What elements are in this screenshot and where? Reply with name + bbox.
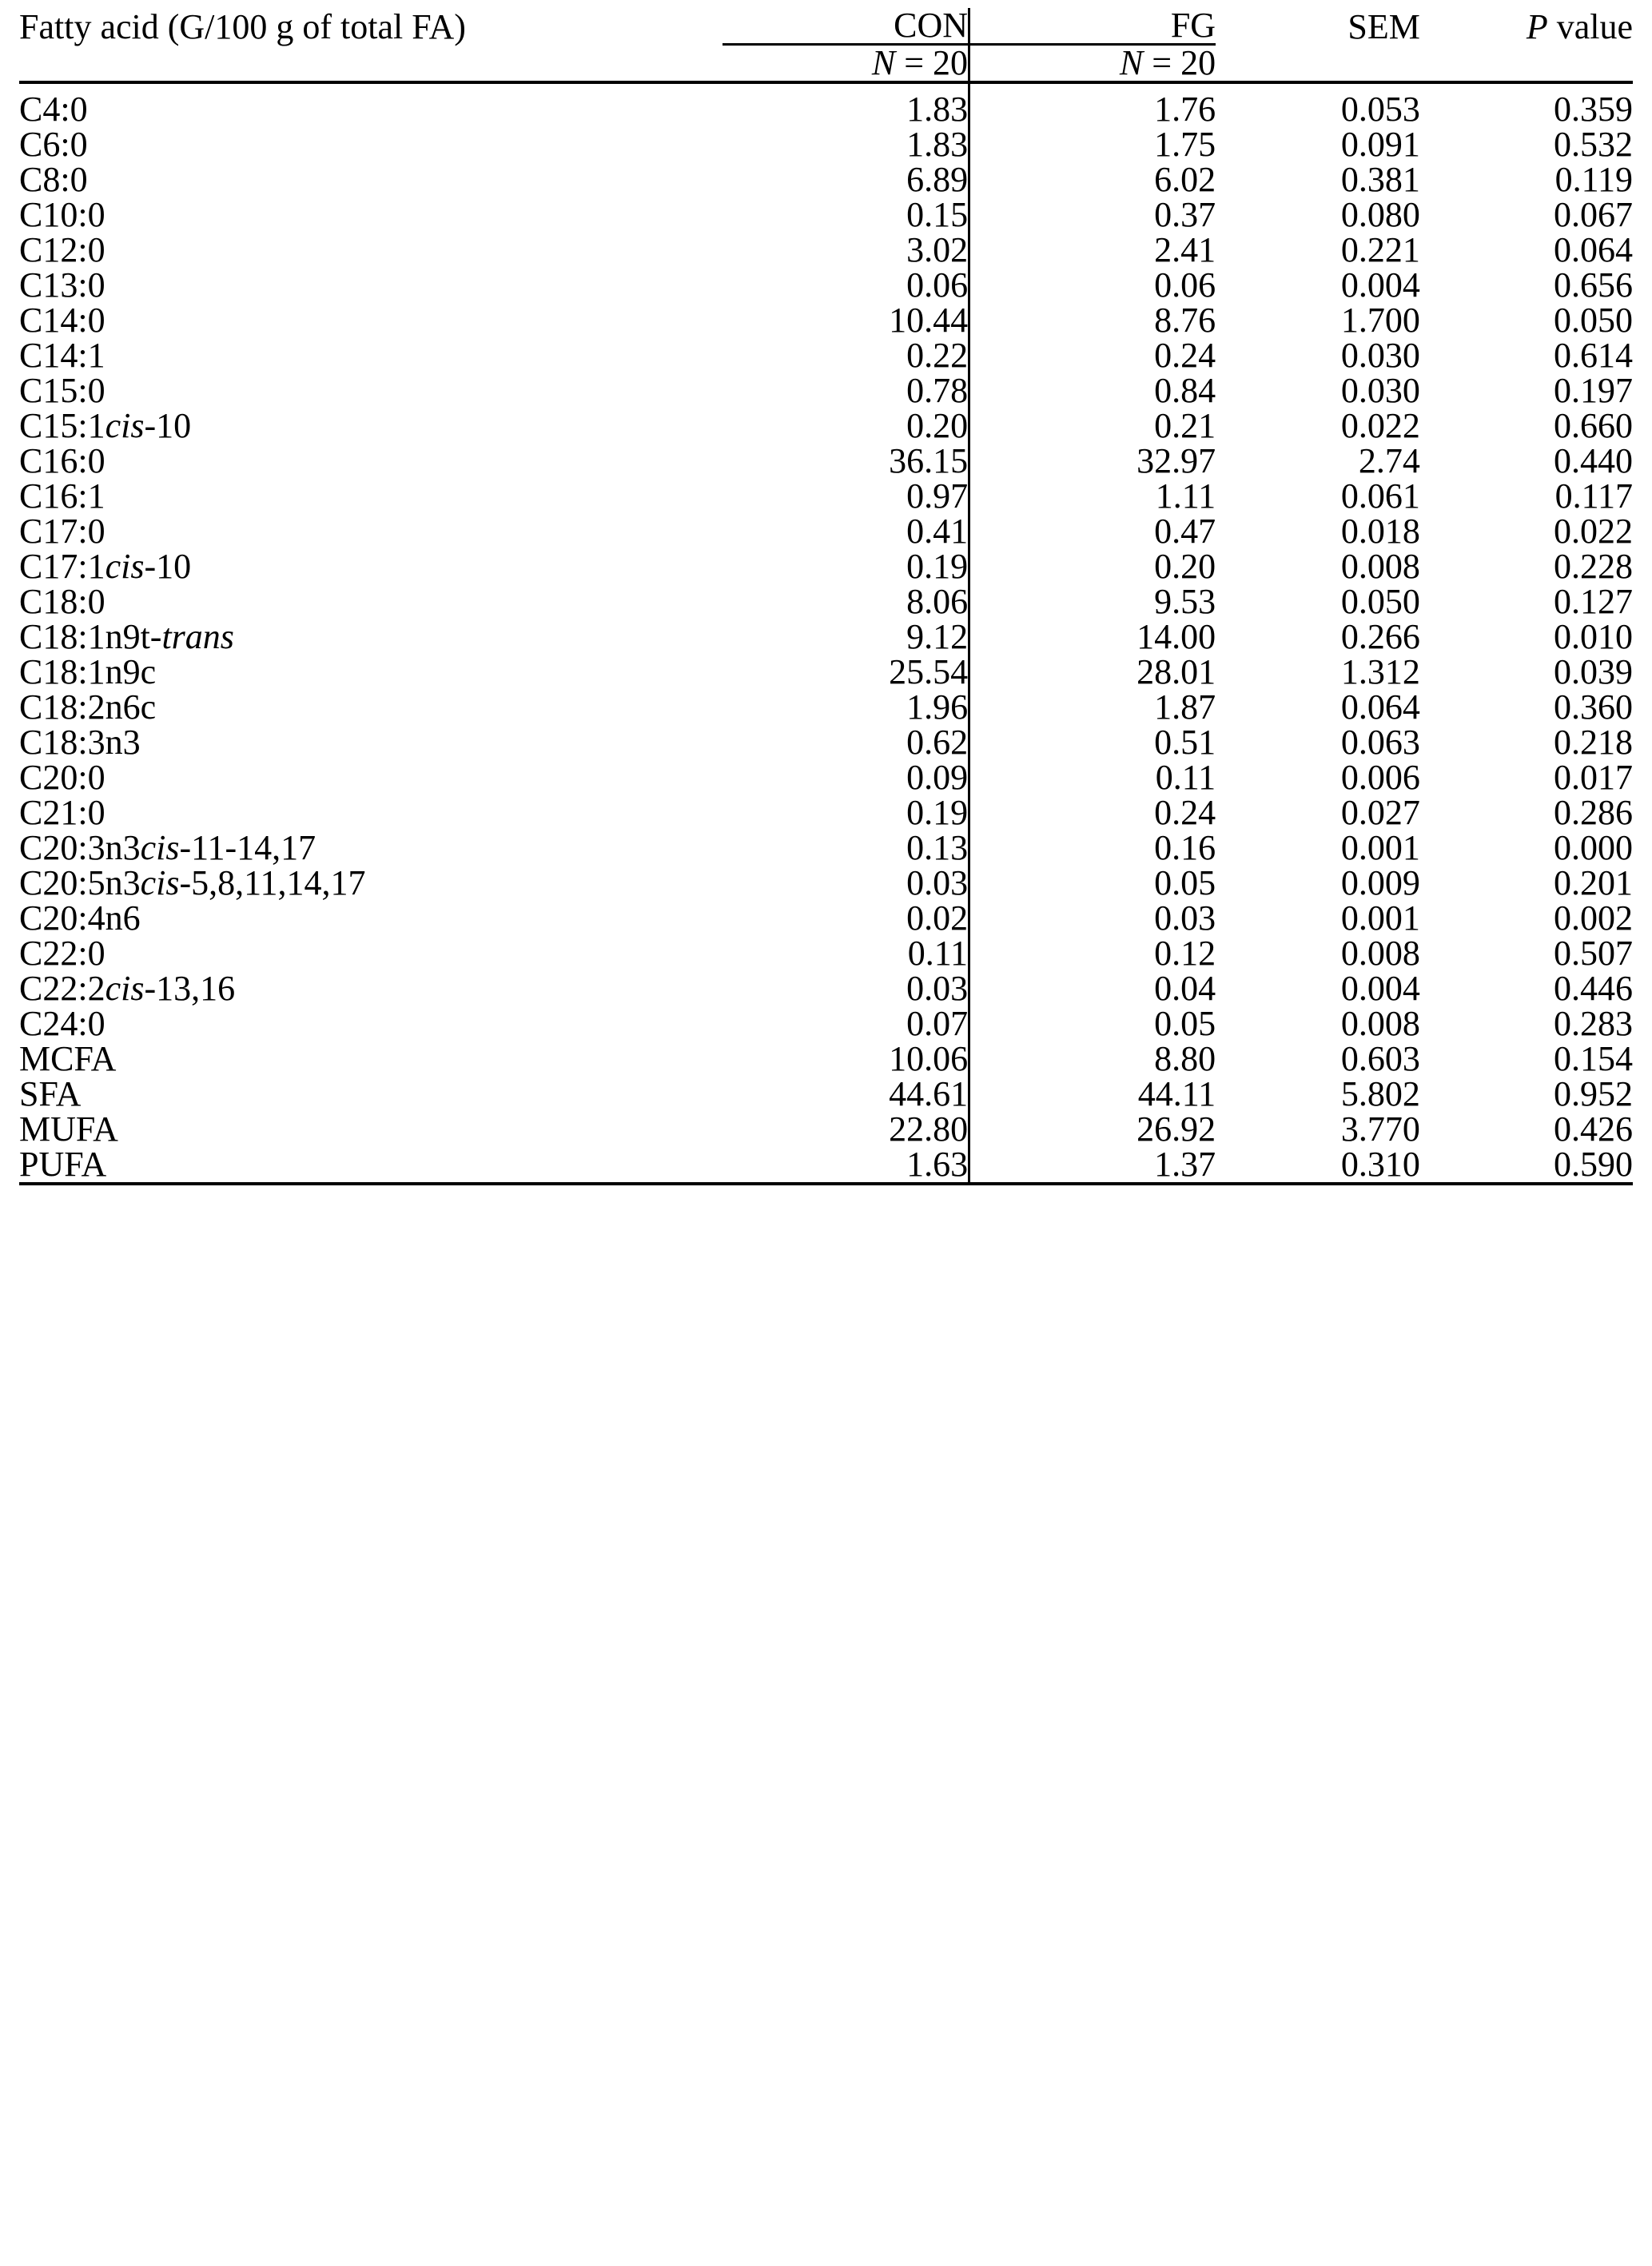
row-label: MUFA: [19, 1109, 118, 1149]
row-label: C10:0: [19, 195, 105, 234]
cell-con: 1.83: [906, 90, 969, 129]
cell-sem: 0.004: [1340, 969, 1420, 1008]
row-label-suffix: -5,8,11,14,17: [179, 863, 366, 902]
cell-fg: 32.97: [969, 444, 1216, 479]
row-label-italic: trans: [161, 617, 234, 656]
row-label-italic: cis: [105, 969, 145, 1008]
cell-p-value: 0.440: [1554, 441, 1633, 480]
cell-p-value: 0.228: [1554, 547, 1633, 586]
row-label-italic: cis: [105, 406, 145, 445]
row-label: SFA: [19, 1074, 82, 1113]
row-label: C18:3n3: [19, 723, 141, 762]
cell-sem: 0.603: [1340, 1039, 1420, 1078]
cell-sem: 1.312: [1340, 652, 1420, 691]
cell-fg: 0.47: [969, 514, 1216, 549]
cell-sem: 0.091: [1340, 125, 1420, 164]
row-label: C21:0: [19, 793, 105, 832]
cell-sem: 0.006: [1340, 758, 1420, 797]
cell-fg: 9.53: [969, 584, 1216, 619]
cell-fg: 8.76: [969, 303, 1216, 338]
cell-sem: 0.063: [1340, 723, 1420, 762]
row-label: C8:0: [19, 160, 88, 199]
table-row: [19, 830, 1633, 866]
cell-p-value: 0.002: [1554, 898, 1633, 938]
cell-con: 0.22: [906, 336, 969, 375]
table-row: [19, 479, 1633, 514]
cell-sem: 0.381: [1340, 160, 1420, 199]
cell-con: 9.12: [906, 617, 969, 656]
table-row: [19, 690, 1633, 725]
cell-sem: 0.008: [1340, 934, 1420, 973]
row-label: [19, 408, 723, 444]
cell-fg: 0.11: [969, 760, 1216, 795]
cell-sem: 0.030: [1340, 336, 1420, 375]
cell-con: 6.89: [906, 160, 969, 199]
table-row: [19, 584, 1633, 619]
cell-p-value: 0.154: [1554, 1039, 1633, 1078]
cell-con: 0.97: [906, 476, 969, 516]
row-label-prefix: C18:1n9t-: [19, 617, 162, 656]
table-row: [19, 760, 1633, 795]
table-row: [19, 795, 1633, 830]
cell-p-value: 0.656: [1554, 265, 1633, 305]
row-label: C14:1: [19, 336, 105, 375]
row-label: C15:0: [19, 371, 105, 410]
fatty-acid-table: [19, 8, 1633, 1185]
cell-sem: 0.221: [1340, 230, 1420, 269]
cell-p-value: 0.064: [1554, 230, 1633, 269]
cell-sem: 0.009: [1340, 863, 1420, 902]
cell-p-value: 0.127: [1554, 582, 1633, 621]
row-label: C20:0: [19, 758, 105, 797]
cell-sem: 1.700: [1340, 301, 1420, 340]
cell-con: 0.11: [907, 934, 969, 973]
cell-fg: 0.20: [969, 549, 1216, 584]
cell-con: 10.44: [889, 301, 969, 340]
cell-fg: 1.87: [969, 690, 1216, 725]
cell-fg: 28.01: [969, 655, 1216, 690]
con-n-italic: N: [871, 43, 896, 82]
cell-sem: 0.022: [1340, 406, 1420, 445]
row-label: [19, 971, 723, 1006]
row-label: C12:0: [19, 230, 105, 269]
cell-fg: 0.24: [969, 795, 1216, 830]
cell-fg: 0.04: [969, 971, 1216, 1006]
column-header-fatty-acid: Fatty acid (G/100 g of total FA): [19, 6, 466, 46]
cell-p-value: 0.359: [1554, 90, 1633, 129]
row-label-suffix: -11-14,17: [179, 828, 316, 867]
row-label: MCFA: [19, 1039, 117, 1078]
cell-sem: 0.008: [1340, 547, 1420, 586]
row-label: C13:0: [19, 265, 105, 305]
cell-p-value: 0.000: [1554, 828, 1633, 867]
cell-p-value: 0.426: [1554, 1109, 1633, 1149]
table-row: [19, 408, 1633, 444]
row-label: [19, 619, 723, 655]
cell-fg: 14.00: [969, 619, 1216, 655]
row-label: C16:1: [19, 476, 105, 516]
row-label-prefix: C17:1: [19, 547, 105, 586]
cell-sem: 0.266: [1340, 617, 1420, 656]
cell-p-value: 0.660: [1554, 406, 1633, 445]
table-row: [19, 268, 1633, 303]
cell-con: 36.15: [889, 441, 969, 480]
row-label: C16:0: [19, 441, 105, 480]
subheader-blank: [19, 45, 723, 83]
cell-con: 0.41: [906, 512, 969, 551]
cell-fg: 0.05: [969, 1006, 1216, 1041]
cell-fg: 1.37: [969, 1147, 1216, 1184]
cell-p-value: 0.022: [1554, 512, 1633, 551]
cell-sem: 0.008: [1340, 1004, 1420, 1043]
cell-fg: 0.06: [969, 268, 1216, 303]
table-row: [19, 655, 1633, 690]
subheader-fg-n: [969, 45, 1216, 83]
row-label-prefix: C22:2: [19, 969, 105, 1008]
row-label-prefix: C20:3n3: [19, 828, 141, 867]
column-header-p-value: [1420, 8, 1633, 45]
row-label: C24:0: [19, 1004, 105, 1043]
cell-con: 8.06: [906, 582, 969, 621]
table-row: [19, 162, 1633, 197]
table-row: [19, 1041, 1633, 1077]
row-label-suffix: -10: [144, 547, 192, 586]
table-row: [19, 303, 1633, 338]
row-label: C22:0: [19, 934, 105, 973]
cell-sem: 0.310: [1340, 1145, 1420, 1184]
header-row-primary: [19, 8, 1633, 45]
cell-sem: 5.802: [1340, 1074, 1420, 1113]
cell-fg: 6.02: [969, 162, 1216, 197]
cell-p-value: 0.201: [1554, 863, 1633, 902]
cell-p-value: 0.446: [1554, 969, 1633, 1008]
row-label: C14:0: [19, 301, 105, 340]
cell-fg: 0.51: [969, 725, 1216, 760]
cell-fg: 1.75: [969, 127, 1216, 162]
cell-p-value: 0.010: [1554, 617, 1633, 656]
table-row: [19, 92, 1633, 127]
cell-fg: 0.37: [969, 197, 1216, 233]
cell-con: 3.02: [906, 230, 969, 269]
cell-p-value: 0.532: [1554, 125, 1633, 164]
cell-p-value: 0.507: [1554, 934, 1633, 973]
cell-sem: 0.080: [1340, 195, 1420, 234]
cell-sem: 0.001: [1340, 898, 1420, 938]
table-row: [19, 338, 1633, 373]
table-row: [19, 444, 1633, 479]
cell-sem: 0.018: [1340, 512, 1420, 551]
row-label-suffix: -10: [144, 406, 192, 445]
cell-con: 0.06: [906, 265, 969, 305]
cell-fg: 0.16: [969, 830, 1216, 866]
row-label-italic: cis: [140, 828, 180, 867]
column-header-con: CON: [723, 8, 969, 45]
cell-fg: 26.92: [969, 1112, 1216, 1147]
cell-sem: 0.053: [1340, 90, 1420, 129]
cell-con: 0.07: [906, 1004, 969, 1043]
cell-p-value: 0.039: [1554, 652, 1633, 691]
cell-p-value: 0.117: [1554, 476, 1633, 516]
cell-con: 22.80: [889, 1109, 969, 1149]
cell-fg: 0.21: [969, 408, 1216, 444]
cell-p-value: 0.283: [1554, 1004, 1633, 1043]
table-row: [19, 901, 1633, 936]
row-label: C20:4n6: [19, 898, 141, 938]
table-row: [19, 233, 1633, 268]
table-row: [19, 197, 1633, 233]
table-body: [19, 82, 1633, 1184]
cell-sem: 0.030: [1340, 371, 1420, 410]
subheader-con-n: [723, 45, 969, 83]
cell-sem: 0.064: [1340, 687, 1420, 727]
cell-con: 0.78: [906, 371, 969, 410]
con-n-rest: = 20: [895, 43, 969, 82]
cell-p-value: 0.590: [1554, 1145, 1633, 1184]
table-header: [19, 8, 1633, 82]
row-label-prefix: C20:5n3: [19, 863, 141, 902]
cell-p-value: 0.218: [1554, 723, 1633, 762]
table-row: [19, 127, 1633, 162]
row-label: C17:0: [19, 512, 105, 551]
cell-con: 1.83: [906, 125, 969, 164]
row-label: C4:0: [19, 90, 88, 129]
cell-sem: 2.74: [1358, 441, 1420, 480]
cell-fg: 0.24: [969, 338, 1216, 373]
p-italic: P: [1526, 6, 1548, 46]
cell-p-value: 0.614: [1554, 336, 1633, 375]
table-row: [19, 1112, 1633, 1147]
cell-con: 0.19: [906, 547, 969, 586]
row-label: [19, 830, 723, 866]
cell-sem: 0.001: [1340, 828, 1420, 867]
cell-con: 0.03: [906, 863, 969, 902]
cell-fg: 8.80: [969, 1041, 1216, 1077]
cell-p-value: 0.067: [1554, 195, 1633, 234]
cell-p-value: 0.952: [1554, 1074, 1633, 1113]
column-header-fg: FG: [969, 8, 1216, 45]
row-label-italic: cis: [105, 547, 145, 586]
row-label: C18:0: [19, 582, 105, 621]
cell-con: 0.09: [906, 758, 969, 797]
cell-con: 0.13: [906, 828, 969, 867]
cell-con: 1.63: [906, 1145, 969, 1184]
cell-fg: 1.11: [969, 479, 1216, 514]
cell-con: 10.06: [889, 1039, 969, 1078]
cell-con: 44.61: [889, 1074, 969, 1113]
cell-fg: 44.11: [969, 1077, 1216, 1112]
cell-p-value: 0.119: [1554, 160, 1633, 199]
cell-p-value: 0.360: [1554, 687, 1633, 727]
cell-con: 0.02: [906, 898, 969, 938]
subheader-p-blank: [1420, 45, 1633, 83]
table-row: [19, 971, 1633, 1006]
cell-con: 0.15: [906, 195, 969, 234]
table-row: [19, 1077, 1633, 1112]
cell-fg: 0.03: [969, 901, 1216, 936]
cell-con: 1.96: [906, 687, 969, 727]
cell-sem: 0.027: [1340, 793, 1420, 832]
row-label: C18:2n6c: [19, 687, 157, 727]
table-row: [19, 725, 1633, 760]
row-label: [19, 549, 723, 584]
cell-fg: 1.76: [969, 92, 1216, 127]
table-row: [19, 619, 1633, 655]
cell-sem: 3.770: [1340, 1109, 1420, 1149]
row-label: PUFA: [19, 1145, 107, 1184]
row-label: C18:1n9c: [19, 652, 157, 691]
column-header-sem: SEM: [1347, 6, 1420, 46]
row-label: [19, 863, 723, 902]
table-row: [19, 514, 1633, 549]
table-row: [19, 866, 1633, 901]
cell-fg: 0.12: [969, 936, 1216, 971]
cell-con: 0.03: [906, 969, 969, 1008]
cell-con: 25.54: [889, 652, 969, 691]
subheader-sem-blank: [1216, 45, 1420, 83]
cell-con: 0.20: [906, 406, 969, 445]
cell-sem: 0.050: [1340, 582, 1420, 621]
row-label-suffix: -13,16: [144, 969, 236, 1008]
fg-n-rest: = 20: [1143, 43, 1216, 82]
table-row: [19, 936, 1633, 971]
cell-p-value: 0.050: [1554, 301, 1633, 340]
cell-con: 0.62: [906, 723, 969, 762]
fg-n-italic: N: [1119, 43, 1144, 82]
cell-fg: 0.05: [969, 866, 1216, 901]
cell-p-value: 0.286: [1554, 793, 1633, 832]
cell-fg: 2.41: [969, 233, 1216, 268]
cell-con: 0.19: [906, 793, 969, 832]
table-row: [19, 1147, 1633, 1184]
cell-fg: 0.84: [969, 373, 1216, 408]
table-row: [19, 549, 1633, 584]
row-label: C6:0: [19, 125, 88, 164]
p-suffix: value: [1547, 6, 1633, 46]
cell-sem: 0.004: [1340, 265, 1420, 305]
row-label-italic: cis: [140, 863, 180, 902]
cell-p-value: 0.197: [1554, 371, 1633, 410]
row-label-prefix: C15:1: [19, 406, 105, 445]
table-row: [19, 373, 1633, 408]
cell-p-value: 0.017: [1554, 758, 1633, 797]
table-row: [19, 1006, 1633, 1041]
header-row-sample-size: [19, 45, 1633, 83]
cell-sem: 0.061: [1340, 476, 1420, 516]
